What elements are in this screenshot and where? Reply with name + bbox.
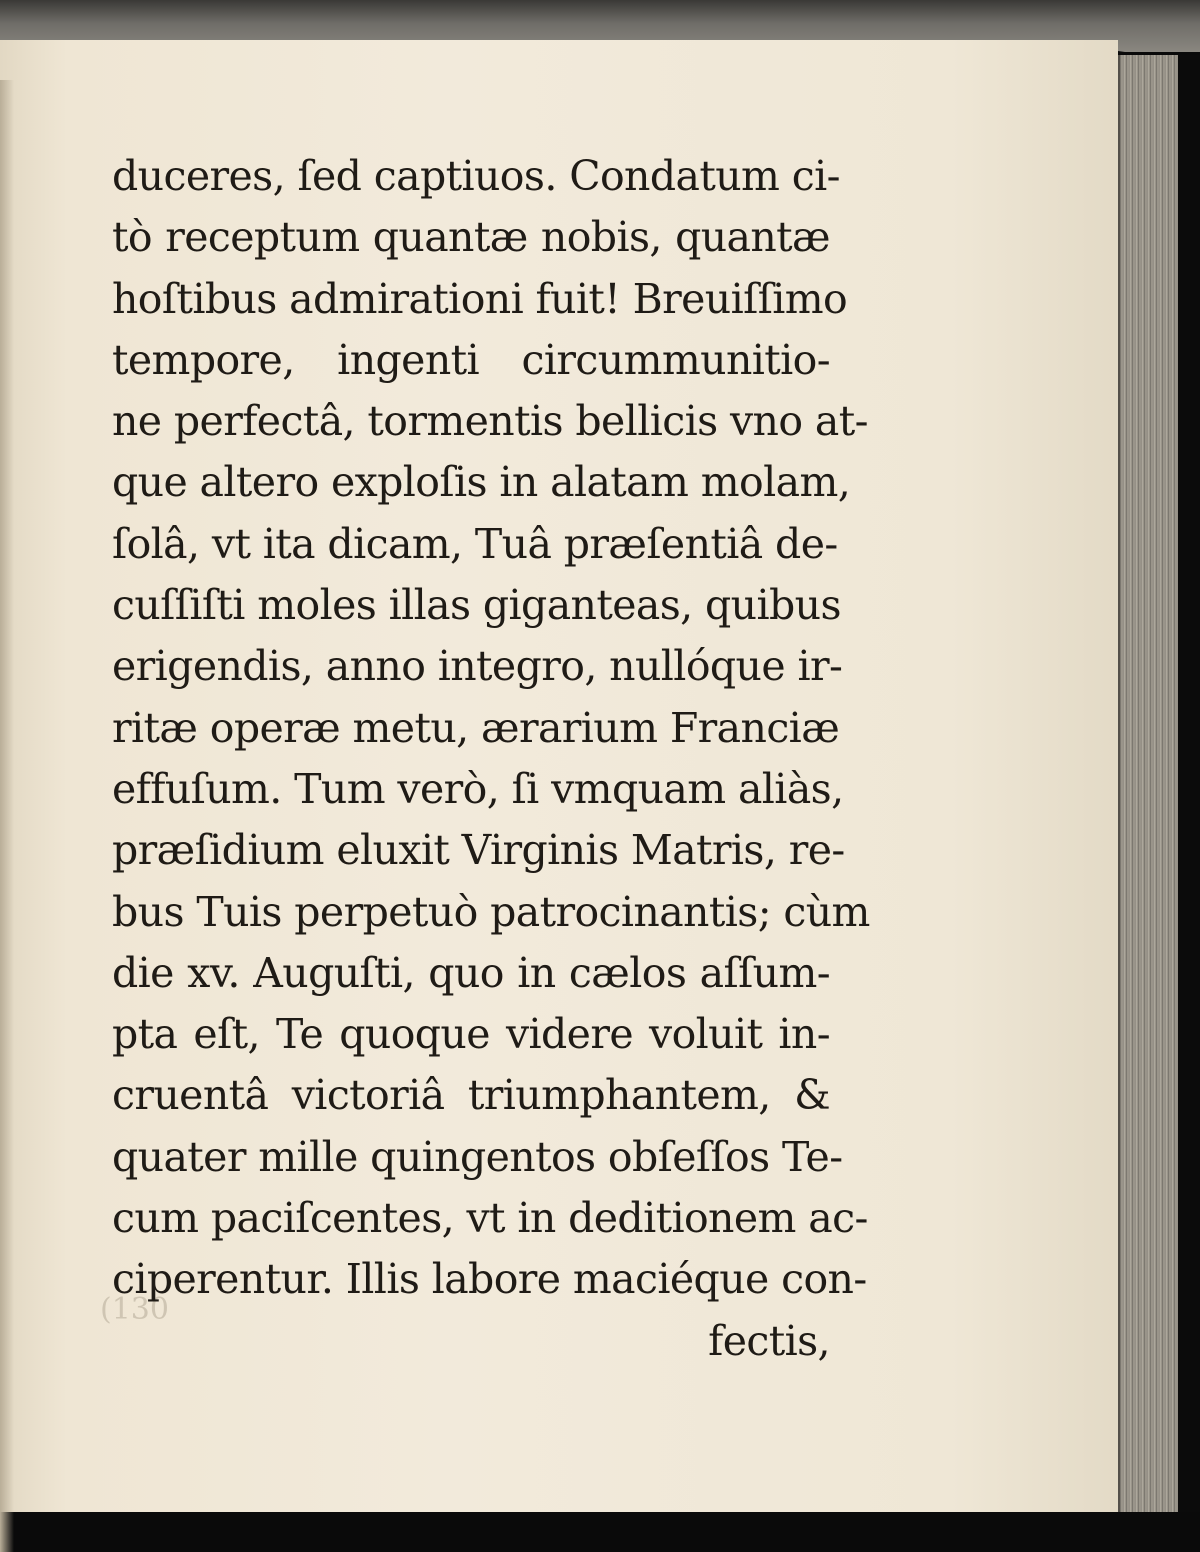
- text-line: ritæ operæ metu, ærarium Franciæ: [112, 703, 840, 752]
- text-line: hoſtibus admirationi fuit! Breuiſſimo: [112, 274, 848, 323]
- text-line: ſolâ, vt ita dicam, Tuâ præſentiâ de-: [112, 519, 838, 568]
- text-line: erigendis, anno integro, nullóque ir-: [112, 642, 843, 691]
- text-line: tempore, ingenti circummunitio-: [112, 335, 830, 384]
- text-line: cuſſiſti moles illas giganteas, quibus: [112, 581, 841, 630]
- text-line: que altero exploſis in alatam molam,: [112, 458, 851, 507]
- text-line: tò receptum quantæ nobis, quantæ: [112, 213, 830, 262]
- text-line: bus Tuis perpetuò patrocinantis; cùm: [112, 887, 870, 936]
- text-line: præſidium eluxit Virginis Matris, re-: [112, 826, 845, 875]
- background-edge: [1178, 55, 1200, 1512]
- text-line: die xv. Auguſti, quo in cælos aſſum-: [112, 948, 830, 997]
- text-line: ne perfectâ, tormentis bellicis vno at-: [112, 397, 868, 446]
- text-line: pta eſt, Te quoque videre voluit in-: [112, 1010, 830, 1059]
- text-line: quater mille quingentos obſeſſos Te-: [112, 1132, 843, 1181]
- page-block-edges: [1118, 55, 1180, 1512]
- text-line: duceres, ſed captiuos. Condatum ci-: [112, 152, 840, 200]
- show-through-page-number: (130: [100, 1292, 169, 1327]
- catchword: fectis,: [708, 1316, 830, 1365]
- body-text: [112, 146, 870, 1372]
- text-line: cruentâ victoriâ triumphantem, &: [112, 1071, 830, 1120]
- text-line: cum paciſcentes, vt in deditionem ac-: [112, 1194, 868, 1243]
- gutter-shadow: [0, 80, 14, 1552]
- text-line: effuſum. Tum verò, ſi vmquam aliàs,: [112, 764, 844, 813]
- text-line: ciperentur. Illis labore maciéque con-: [112, 1255, 867, 1304]
